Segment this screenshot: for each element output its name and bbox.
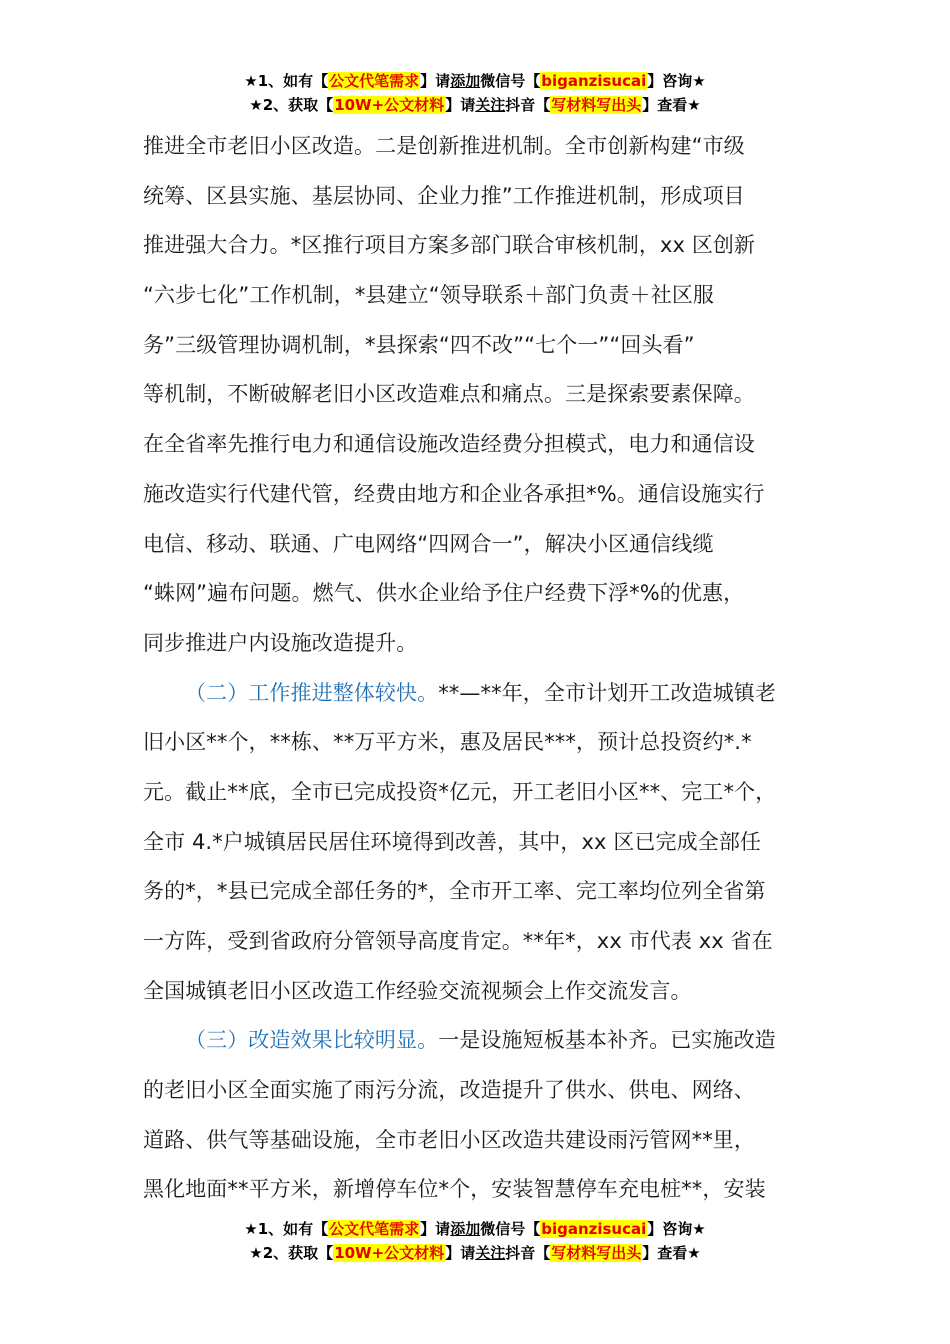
banner-underline: 添加 xyxy=(450,72,481,90)
banner-highlight: 公文代笔需求 xyxy=(329,72,420,90)
text-line: 一方阵，受到省政府分管领导高度肯定。**年*，xx 市代表 xx 省在 xyxy=(143,929,773,953)
banner-wechat-id: biganzisucai xyxy=(541,1220,647,1238)
banner-text: 】请 xyxy=(445,1244,476,1262)
section-heading: （二）工作推进整体较快。 xyxy=(185,680,439,705)
text-line: 务的*，*县已完成全部任务的*，全市开工率、完工率均位列全省第 xyxy=(143,879,766,904)
text-span: **—**年，全市计划开工改造城镇老 xyxy=(438,680,777,705)
banner-text: 】查看★ xyxy=(642,96,701,114)
banner-underline: 添加 xyxy=(450,1220,481,1238)
text-span: 一是设施短板基本补齐。已实施改造 xyxy=(438,1028,776,1053)
banner-text: 】查看★ xyxy=(642,1244,701,1262)
text-line: 的老旧小区全面实施了雨污分流，改造提升了供水、供电、网络、 xyxy=(143,1078,755,1103)
banner-text: 抖音【 xyxy=(505,1244,551,1262)
banner-line-1 xyxy=(0,1218,950,1242)
text-line: “六步七化”工作机制，*县建立“领导联系＋部门负责＋社区服 xyxy=(143,283,715,308)
text-line: 等机制，不断破解老旧小区改造难点和痛点。三是探索要素保障。 xyxy=(143,382,755,407)
banner-text: ★2、获取【 xyxy=(249,1244,334,1262)
section-2-first-line xyxy=(143,669,813,719)
text-line: 统筹、区县实施、基层协同、企业力推”工作推进机制，形成项目 xyxy=(143,183,745,208)
banner-text: 】请 xyxy=(445,96,476,114)
text-line: 电信、移动、联通、广电网络“四网合一”，解决小区通信线缆 xyxy=(143,531,714,556)
banner-text: ★1、如有【 xyxy=(244,72,329,90)
banner-text: 微信号【 xyxy=(480,1220,541,1238)
text-line: “蛛网”遍布问题。燃气、供水企业给予住户经费下浮*%的优惠， xyxy=(143,581,745,606)
banner-text: 抖音【 xyxy=(505,96,551,114)
banner-douyin-id: 写材料写出头 xyxy=(551,96,642,114)
text-line: 元。截止**底，全市已完成投资*亿元，开工老旧小区**、完工*个， xyxy=(143,779,777,804)
section-3-first-line xyxy=(143,1016,813,1066)
text-line: 黑化地面**平方米，新增停车位*个，安装智慧停车充电桩**，安装 xyxy=(143,1177,766,1202)
banner-douyin-id: 写材料写出头 xyxy=(551,1244,642,1262)
banner-text: ★2、获取【 xyxy=(249,96,334,114)
banner-text: 微信号【 xyxy=(480,72,541,90)
text-line: 全国城镇老旧小区改造工作经验交流视频会上作交流发言。 xyxy=(143,978,692,1003)
text-line: 旧小区**个，**栋、**万平方米，惠及居民***，预计总投资约*.* xyxy=(143,730,752,755)
banner-line-2 xyxy=(0,1242,950,1266)
banner-highlight: 10W+公文材料 xyxy=(334,96,445,114)
header-banner xyxy=(0,70,950,118)
section-heading: （三）改造效果比较明显。 xyxy=(185,1028,439,1053)
footer-banner xyxy=(0,1218,950,1266)
banner-line-1 xyxy=(0,70,950,94)
banner-text: 】请 xyxy=(420,1220,451,1238)
text-line: 道路、供气等基础设施，全市老旧小区改造共建设雨污管网**里， xyxy=(143,1127,755,1152)
banner-underline: 关注 xyxy=(475,96,506,114)
text-line: 推进强大合力。*区推行项目方案多部门联合审核机制，xx 区创新 xyxy=(143,233,756,258)
text-line: 全市 4.*户城镇居民居住环境得到改善，其中，xx 区已完成全部任 xyxy=(143,829,762,854)
banner-text: ★1、如有【 xyxy=(244,1220,329,1238)
banner-wechat-id: biganzisucai xyxy=(541,72,647,90)
text-line: 同步推进户内设施改造提升。 xyxy=(143,630,418,655)
text-line: 推进全市老旧小区改造。二是创新推进机制。全市创新构建“市级 xyxy=(143,134,745,158)
banner-underline: 关注 xyxy=(475,1244,506,1262)
banner-text: 】咨询★ xyxy=(647,1220,706,1238)
banner-highlight: 10W+公文材料 xyxy=(334,1244,445,1262)
banner-text: 】请 xyxy=(420,72,451,90)
banner-line-2 xyxy=(0,94,950,118)
text-line: 在全省率先推行电力和通信设施改造经费分担模式，电力和通信设 xyxy=(143,432,755,457)
document-body xyxy=(143,122,813,1215)
text-line: 务”三级管理协调机制，*县探索“四不改”“七个一”“回头看” xyxy=(143,332,695,357)
banner-highlight: 公文代笔需求 xyxy=(329,1220,420,1238)
text-line: 施改造实行代建代管，经费由地方和企业各承担*%。通信设施实行 xyxy=(143,481,765,506)
banner-text: 】咨询★ xyxy=(647,72,706,90)
